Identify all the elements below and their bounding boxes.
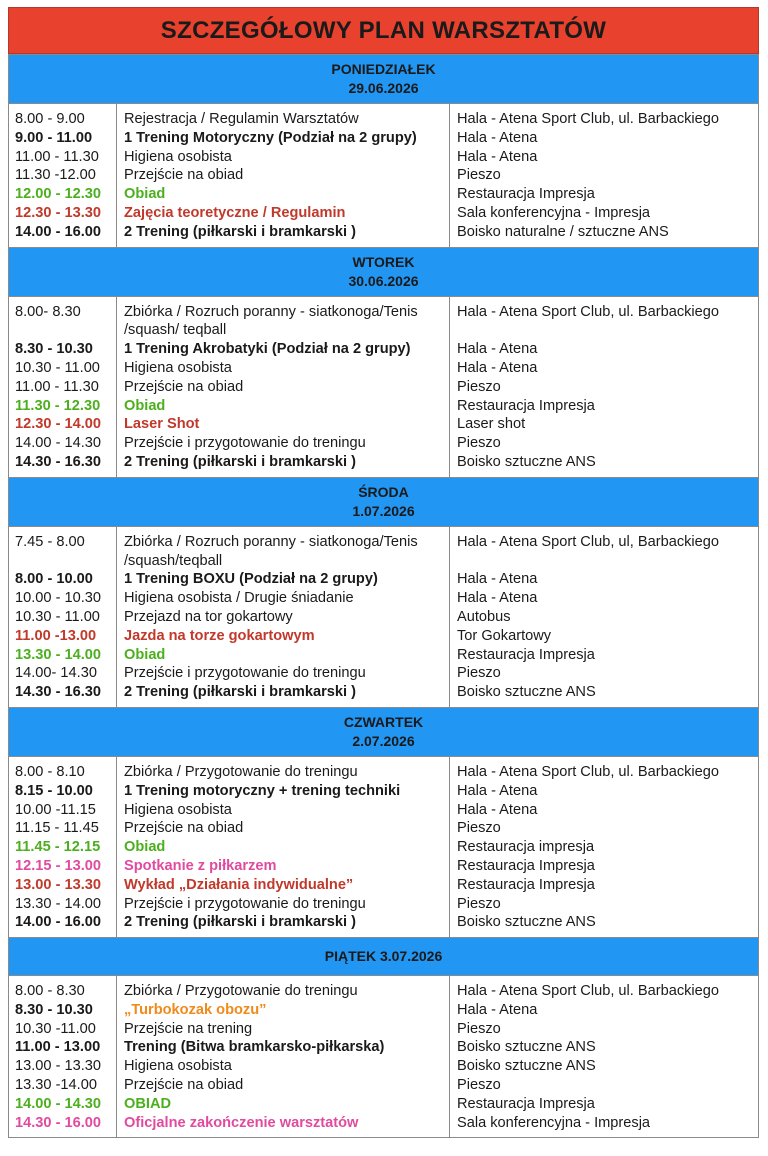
time-column xyxy=(9,527,117,707)
location-cell: Boisko sztuczne ANS xyxy=(457,914,596,931)
time-cell: 10.30 - 11.00 xyxy=(15,608,100,625)
day-date: 1.07.2026 xyxy=(352,502,415,519)
activity-cell: Przejście na obiad xyxy=(124,1077,244,1094)
activity-cell: Przejście i przygotowanie do treningu xyxy=(124,435,366,452)
time-cell: 8.30 - 10.30 xyxy=(15,341,93,358)
time-cell: 8.00 - 8.10 xyxy=(15,763,85,780)
location-cell: Pieszo xyxy=(457,1020,501,1037)
time-cell: 9.00 - 11.00 xyxy=(15,129,93,146)
day-header xyxy=(8,247,759,296)
location-column xyxy=(450,297,758,477)
activity-cell: Obiad xyxy=(124,397,166,414)
activity-cell: Obiad xyxy=(124,839,166,856)
activity-column xyxy=(117,527,450,707)
location-cell: Restauracja Impresja xyxy=(457,397,595,414)
day-name: PONIEDZIAŁEK xyxy=(331,61,436,77)
location-cell: Hala - Atena xyxy=(457,341,538,358)
activity-column xyxy=(117,297,450,477)
day-name: PIĄTEK 3.07.2026 xyxy=(324,948,443,965)
location-cell: Tor Gokartowy xyxy=(457,627,552,644)
day-date: 29.06.2026 xyxy=(348,80,419,96)
location-cell: Hala - Atena xyxy=(457,129,538,146)
time-cell: 12.30 - 14.00 xyxy=(15,416,102,433)
activity-column xyxy=(117,976,450,1137)
activity-cell: Przejście na obiad xyxy=(124,820,244,837)
time-cell: 13.00 - 13.30 xyxy=(15,1058,102,1075)
schedule-sheet xyxy=(8,7,759,1138)
day-name: WTOREK xyxy=(352,253,415,270)
location-cell: Boisko sztuczne ANS xyxy=(457,453,596,470)
location-cell: Pieszo xyxy=(457,1077,501,1094)
activity-cell: Rejestracja / Regulamin Warsztatów xyxy=(124,111,359,127)
activity-cell: 2 Trening (piłkarski i bramkarski ) xyxy=(124,453,356,470)
time-cell: 13.30 - 14.00 xyxy=(15,646,102,663)
location-column xyxy=(450,976,758,1137)
time-cell: 8.00 - 10.00 xyxy=(15,571,93,588)
time-cell: 11.30 - 12.30 xyxy=(15,397,101,414)
location-cell: Boisko naturalne / sztuczne ANS xyxy=(457,223,669,240)
activity-cell: Obiad xyxy=(124,186,166,203)
time-cell: 11.45 - 12.15 xyxy=(15,839,101,856)
activity-cell: Trening (Bitwa bramkarsko-piłkarska) xyxy=(124,1039,385,1056)
time-cell: 14.30 - 16.00 xyxy=(15,1114,102,1131)
activity-cell: Zbiórka / Rozruch poranny - siatkonoga/Tenis xyxy=(124,303,418,320)
time-cell: 14.00 - 14.30 xyxy=(15,1095,102,1112)
location-cell: Pieszo xyxy=(457,895,501,912)
day-header xyxy=(8,937,759,975)
location-cell: Hala - Atena xyxy=(457,571,538,588)
page-title: SZCZEGÓŁOWY PLAN WARSZTATÓW xyxy=(8,7,759,54)
activity-cell: 2 Trening (piłkarski i bramkarski ) xyxy=(124,223,356,240)
location-cell: Restauracja Impresja xyxy=(457,186,595,203)
time-column xyxy=(9,104,117,247)
activity-cell: Higiena osobista / Drugie śniadanie xyxy=(124,590,354,607)
day-name: CZWARTEK xyxy=(343,713,424,730)
activity-cell: 1 Trening Motoryczny (Podział na 2 grupy) xyxy=(124,129,417,146)
activity-cell: Przejście i przygotowanie do treningu xyxy=(124,895,366,912)
location-cell: Restauracja Impresja xyxy=(457,876,595,893)
time-column xyxy=(9,757,117,937)
location-cell: Laser shot xyxy=(457,416,526,433)
location-cell: Hala - Atena Sport Club, ul, Barbackiego xyxy=(457,533,720,550)
time-cell: 13.30 - 14.00 xyxy=(15,895,102,912)
activity-cell: 2 Trening (piłkarski i bramkarski ) xyxy=(124,914,356,931)
time-column xyxy=(9,976,117,1137)
activity-cell: Zbiórka / Przygotowanie do treningu xyxy=(124,763,358,780)
location-cell: Boisko sztuczne ANS xyxy=(457,684,596,701)
location-cell: Pieszo xyxy=(457,435,501,452)
day-header xyxy=(8,707,759,756)
location-cell: Hala - Atena xyxy=(457,148,538,165)
day-schedule-table xyxy=(8,526,759,707)
day-schedule-table xyxy=(8,296,759,477)
time-cell: 14.00- 14.30 xyxy=(15,665,97,682)
day-name: ŚRODA xyxy=(358,483,409,500)
day-schedule-table xyxy=(8,975,759,1138)
time-cell: 14.00 - 16.00 xyxy=(15,223,102,240)
activity-cell: 1 Trening BOXU (Podział na 2 grupy) xyxy=(124,571,378,588)
day-date: 2.07.2026 xyxy=(352,732,415,749)
activity-cell: Zbiórka / Przygotowanie do treningu xyxy=(124,983,358,1000)
location-cell: Pieszo xyxy=(457,167,501,184)
days-container xyxy=(8,54,759,1138)
time-cell: 14.00 - 16.00 xyxy=(15,914,102,931)
location-cell: Pieszo xyxy=(457,820,501,837)
location-cell: Hala - Atena Sport Club, ul. Barbackiego xyxy=(457,111,720,127)
time-cell: 12.15 - 13.00 xyxy=(15,857,102,874)
activity-cell: „Turbokozak obozu” xyxy=(124,1001,267,1018)
activity-cell: Spotkanie z piłkarzem xyxy=(124,857,277,874)
activity-column xyxy=(117,757,450,937)
time-cell: 11.15 - 11.45 xyxy=(15,820,99,837)
location-column xyxy=(450,757,758,937)
activity-cell: 2 Trening (piłkarski i bramkarski ) xyxy=(124,684,356,701)
location-cell: Sala konferencyjna - Impresja xyxy=(457,1114,651,1131)
time-cell: 14.00 - 14.30 xyxy=(15,435,102,452)
activity-cell: Higiena osobista xyxy=(124,801,232,818)
time-cell: 14.30 - 16.30 xyxy=(15,453,102,470)
time-cell: 11.00 -13.00 xyxy=(15,627,97,644)
activity-cell: Zbiórka / Rozruch poranny - siatkonoga/Tenis xyxy=(124,533,418,550)
time-cell: 13.00 - 13.30 xyxy=(15,876,102,893)
time-column xyxy=(9,297,117,477)
location-cell: Hala - Atena xyxy=(457,590,538,607)
day-schedule-table xyxy=(8,103,759,247)
location-cell: Pieszo xyxy=(457,378,501,395)
location-cell: Restauracja impresja xyxy=(457,839,595,856)
activity-cell: Higiena osobista xyxy=(124,148,232,165)
time-cell: 8.30 - 10.30 xyxy=(15,1001,93,1018)
time-cell: 12.30 - 13.30 xyxy=(15,204,102,221)
time-cell: 14.30 - 16.30 xyxy=(15,684,102,701)
location-cell: Restauracja Impresja xyxy=(457,646,595,663)
day-header xyxy=(8,477,759,526)
day-date: 30.06.2026 xyxy=(348,272,419,289)
activity-cell: Przejście na obiad xyxy=(124,378,244,395)
location-column xyxy=(450,527,758,707)
activity-cell: Zajęcia teoretyczne / Regulamin xyxy=(124,204,346,221)
location-cell: Restauracja Impresja xyxy=(457,857,595,874)
activity-cell: Przejście i przygotowanie do treningu xyxy=(124,665,366,682)
location-cell: Hala - Atena Sport Club, ul. Barbackiego xyxy=(457,303,720,320)
location-cell: Pieszo xyxy=(457,665,501,682)
activity-cell: Higiena osobista xyxy=(124,1058,232,1075)
activity-cell: Obiad xyxy=(124,646,166,663)
location-cell: Hala - Atena xyxy=(457,782,538,799)
location-cell: Boisko sztuczne ANS xyxy=(457,1058,596,1075)
activity-cell-continued: /squash/ teqball xyxy=(124,322,227,339)
location-cell: Hala - Atena xyxy=(457,1001,538,1018)
time-cell: 11.00 - 13.00 xyxy=(15,1039,101,1056)
location-cell: Hala - Atena Sport Club, ul. Barbackiego xyxy=(457,763,720,780)
activity-cell: 1 Trening motoryczny + trening techniki xyxy=(124,782,401,799)
time-cell: 8.00- 8.30 xyxy=(15,303,81,320)
activity-cell: Przejazd na tor gokartowy xyxy=(124,608,293,625)
time-cell: 13.30 -14.00 xyxy=(15,1077,97,1094)
activity-cell: Wykład „Działania indywidualne” xyxy=(124,876,354,893)
time-cell: 8.15 - 10.00 xyxy=(15,782,93,799)
activity-cell: Laser Shot xyxy=(124,416,200,433)
time-cell: 10.30 - 11.00 xyxy=(15,359,100,376)
activity-cell: Higiena osobista xyxy=(124,359,232,376)
activity-cell: 1 Trening Akrobatyki (Podział na 2 grupy) xyxy=(124,341,411,358)
time-cell: 10.30 -11.00 xyxy=(15,1020,96,1037)
location-cell: Sala konferencyjna - Impresja xyxy=(457,204,651,221)
time-cell: 10.00 - 10.30 xyxy=(15,590,102,607)
activity-cell: Jazda na torze gokartowym xyxy=(124,627,315,644)
location-cell: Hala - Atena Sport Club, ul. Barbackiego xyxy=(457,983,720,1000)
activity-cell: Oficjalne zakończenie warsztatów xyxy=(124,1114,359,1131)
time-cell: 11.30 -12.00 xyxy=(15,167,96,184)
time-cell: 7.45 - 8.00 xyxy=(15,533,85,550)
location-cell: Autobus xyxy=(457,608,511,625)
activity-cell: Przejście na obiad xyxy=(124,167,244,184)
location-column xyxy=(450,104,758,247)
time-cell: 10.00 -11.15 xyxy=(15,801,96,818)
time-cell: 8.00 - 9.00 xyxy=(15,111,85,127)
activity-column xyxy=(117,104,450,247)
location-cell: Restauracja Impresja xyxy=(457,1095,595,1112)
time-cell: 8.00 - 8.30 xyxy=(15,983,85,1000)
time-cell: 11.00 - 11.30 xyxy=(15,378,99,395)
time-cell: 12.00 - 12.30 xyxy=(15,186,102,203)
activity-cell: Przejście na trening xyxy=(124,1020,253,1037)
location-cell: Boisko sztuczne ANS xyxy=(457,1039,596,1056)
day-header xyxy=(8,54,759,103)
activity-cell-continued: /squash/teqball xyxy=(124,552,223,569)
time-cell: 11.00 - 11.30 xyxy=(15,148,99,165)
location-cell: Hala - Atena xyxy=(457,801,538,818)
activity-cell: OBIAD xyxy=(124,1095,172,1112)
day-schedule-table xyxy=(8,756,759,937)
location-cell: Hala - Atena xyxy=(457,359,538,376)
